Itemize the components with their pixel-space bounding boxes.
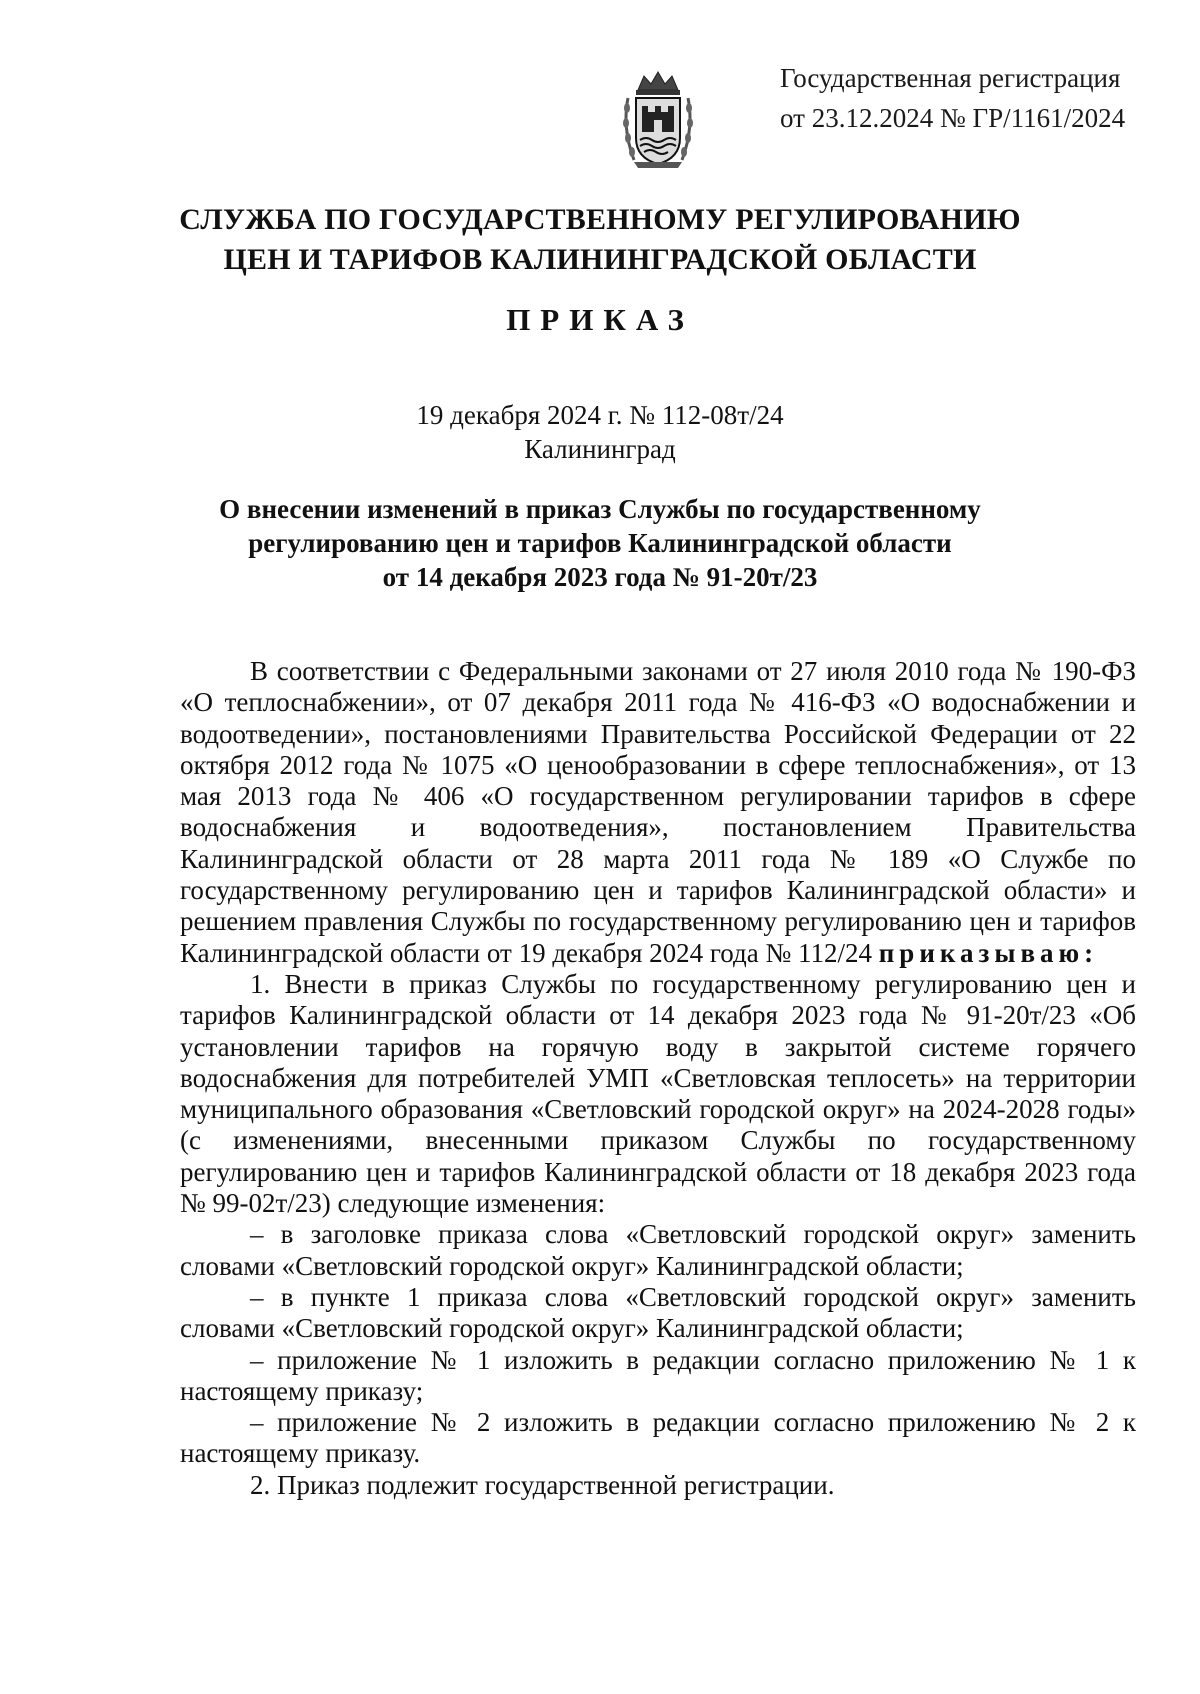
subject-line1: О внесении изменений в приказ Службы по государственному <box>219 494 981 524</box>
coat-of-arms-icon <box>620 68 696 170</box>
subject-line3: от 14 декабря 2023 года № 91-20т/23 <box>382 562 818 592</box>
preamble-paragraph <box>180 656 1136 969</box>
order-subject <box>200 492 1000 594</box>
preamble-text: В соответствии с Федеральными законами от 27 июля 2010 года № 190-ФЗ «О теплоснабжении», от 07 декабря 2011 года № 416-ФЗ «О водоснабжении и водоотведении», постановлениями Правительства Российской Федерации от 22 октября 2012 года № 1075 «О ценообразовании в сфере теплоснабжения», от 13 мая 2013 года № 406 «О государственном регулировании тарифов в сфере водоснабжения и водоотведения», постановлением Правительства Калининградской области от 28 марта 2011 года № 189 «О Службе по государственному регулированию цен и тарифов Калининградской области» и решением правления Службы по государственному регулированию цен и тарифов Калининградской области от 19 декабря 2024 года № 112/24 <box>180 656 1136 968</box>
registration-line1: Государственная регистрация <box>780 63 1121 93</box>
item-2-paragraph: 2. Приказ подлежит государственной регистрации. <box>250 1469 835 1500</box>
subject-line2: регулированию цен и тарифов Калининградской области <box>248 528 952 558</box>
registration-stamp <box>780 58 1140 138</box>
dash-item-4: – приложение № 2 изложить в редакции согласно приложению № 2 к настоящему приказу. <box>180 1407 1136 1469</box>
order-date-number: 19 декабря 2024 г. № 112-08т/24 <box>416 400 784 430</box>
dash-item-2: – в пункте 1 приказа слова «Светловский городской округ» заменить словами «Светловский городской округ» Калининградской области; <box>180 1281 1136 1344</box>
organization-line1: СЛУЖБА ПО ГОСУДАРСТВЕННОМУ РЕГУЛИРОВАНИЮ <box>179 203 1021 236</box>
dash-item-1: – в заголовке приказа слова «Светловский городской округ» заменить словами «Светловский городской округ» Калининградской области; <box>180 1219 1136 1281</box>
organization-line2: ЦЕН И ТАРИФОВ КАЛИНИНГРАДСКОЙ ОБЛАСТИ <box>223 243 977 276</box>
organization-title <box>150 200 1050 280</box>
order-heading: ПРИКАЗ <box>506 302 694 337</box>
decree-word: приказываю: <box>878 937 1099 968</box>
item-1-paragraph: 1. Внести в приказ Службы по государственному регулированию цен и тарифов Калининградской области от 14 декабря 2023 года № 91-20т/23 «Об установлении тарифов на горячую воду в закрытой системе горячего водоснабжения для потребителей УМП «Светловская теплосеть» на территории муниципального образования «Светловский городской округ» на 2024-2028 годы» (с изменениями, внесенными приказом Службы по государственному регулированию цен и тарифов Калининградской области от 18 декабря 2023 года № 99-02т/23) следующие изменения: <box>180 968 1136 1219</box>
registration-line2: от 23.12.2024 № ГР/1161/2024 <box>780 103 1126 133</box>
order-body <box>180 656 1136 1501</box>
order-city: Калининград <box>524 434 676 464</box>
dash-item-3: – приложение № 1 изложить в редакции согласно приложению № 1 к настоящему приказу; <box>180 1344 1136 1406</box>
